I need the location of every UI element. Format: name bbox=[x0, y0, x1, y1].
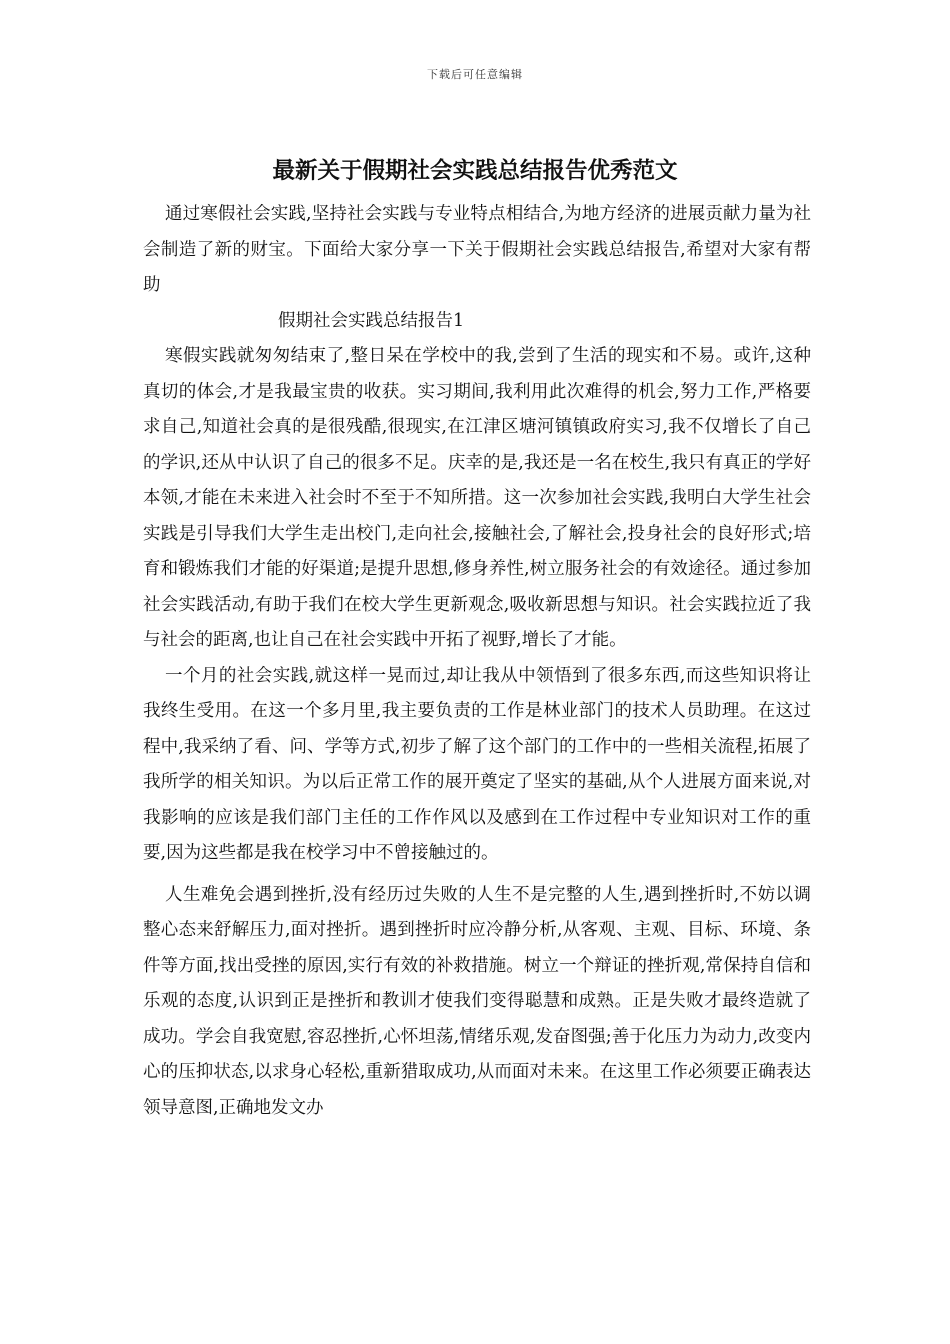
body-paragraph-2: 一个月的社会实践,就这样一晃而过,却让我从中领悟到了很多东西,而这些知识将让我终生受用。在这一个多月里,我主要负责的工作是林业部门的技术人员助理。在这过程中,我采纳了看、问、学等方式,初步了解了这个部门的工作中的一些相关流程,拓展了我所学的相关知识。为以后正常工作的展开奠定了坚实的基础,从个人进展方面来说,对我影响的应该是我们部门主任的工作作风以及感到在工作过程中专业知识对工作的重要,因为这些都是我在校学习中不曾接触过的。 bbox=[143, 665, 811, 863]
document-body bbox=[143, 197, 811, 1126]
header-note: 下载后可任意编辑 bbox=[427, 68, 523, 81]
body-paragraph-1: 寒假实践就匆匆结束了,整日呆在学校中的我,尝到了生活的现实和不易。或许,这种真切的体会,才是我最宝贵的收获。实习期间,我利用此次难得的机会,努力工作,严格要求自己,知道社会真的是很残酷,很现实,在江津区塘河镇镇政府实习,我不仅增长了自己的学识,还从中认识了自己的很多不足。庆幸的是,我还是一名在校生,我只有真正的学好本领,才能在未来进入社会时不至于不知所措。这一次参加社会实践,我明白大学生社会实践是引导我们大学生走出校门,走向社会,接触社会,了解社会,投身社会的良好形式;培育和锻炼我们才能的好渠道;是提升思想,修身养性,树立服务社会的有效途径。通过参加社会实践活动,有助于我们在校大学生更新观念,吸收新思想与知识。社会实践拉近了我与社会的距离,也让自己在社会实践中开拓了视野,增长了才能。 bbox=[143, 346, 811, 650]
body-paragraph-3: 人生难免会遇到挫折,没有经历过失败的人生不是完整的人生,遇到挫折时,不妨以调整心态来舒解压力,面对挫折。遇到挫折时应冷静分析,从客观、主观、目标、环境、条件等方面,找出受挫的原因,实行有效的补救措施。树立一个辩证的挫折观,常保持自信和乐观的态度,认识到正是挫折和教训才使我们变得聪慧和成熟。正是失败才最终造就了成功。学会自我宽慰,容忍挫折,心怀坦荡,情绪乐观,发奋图强;善于化压力为动力,改变内心的压抑状态,以求身心轻松,重新猎取成功,从而面对未来。在这里工作必须要正确表达领导意图,正确地发文办 bbox=[143, 884, 811, 1118]
section-heading: 假期社会实践总结报告1 bbox=[278, 310, 465, 331]
intro-paragraph: 通过寒假社会实践,坚持社会实践与专业特点相结合,为地方经济的进展贡献力量为社会制造了新的财宝。下面给大家分享一下关于假期社会实践总结报告,希望对大家有帮助 bbox=[143, 204, 811, 295]
document-title: 最新关于假期社会实践总结报告优秀范文 bbox=[272, 158, 678, 184]
